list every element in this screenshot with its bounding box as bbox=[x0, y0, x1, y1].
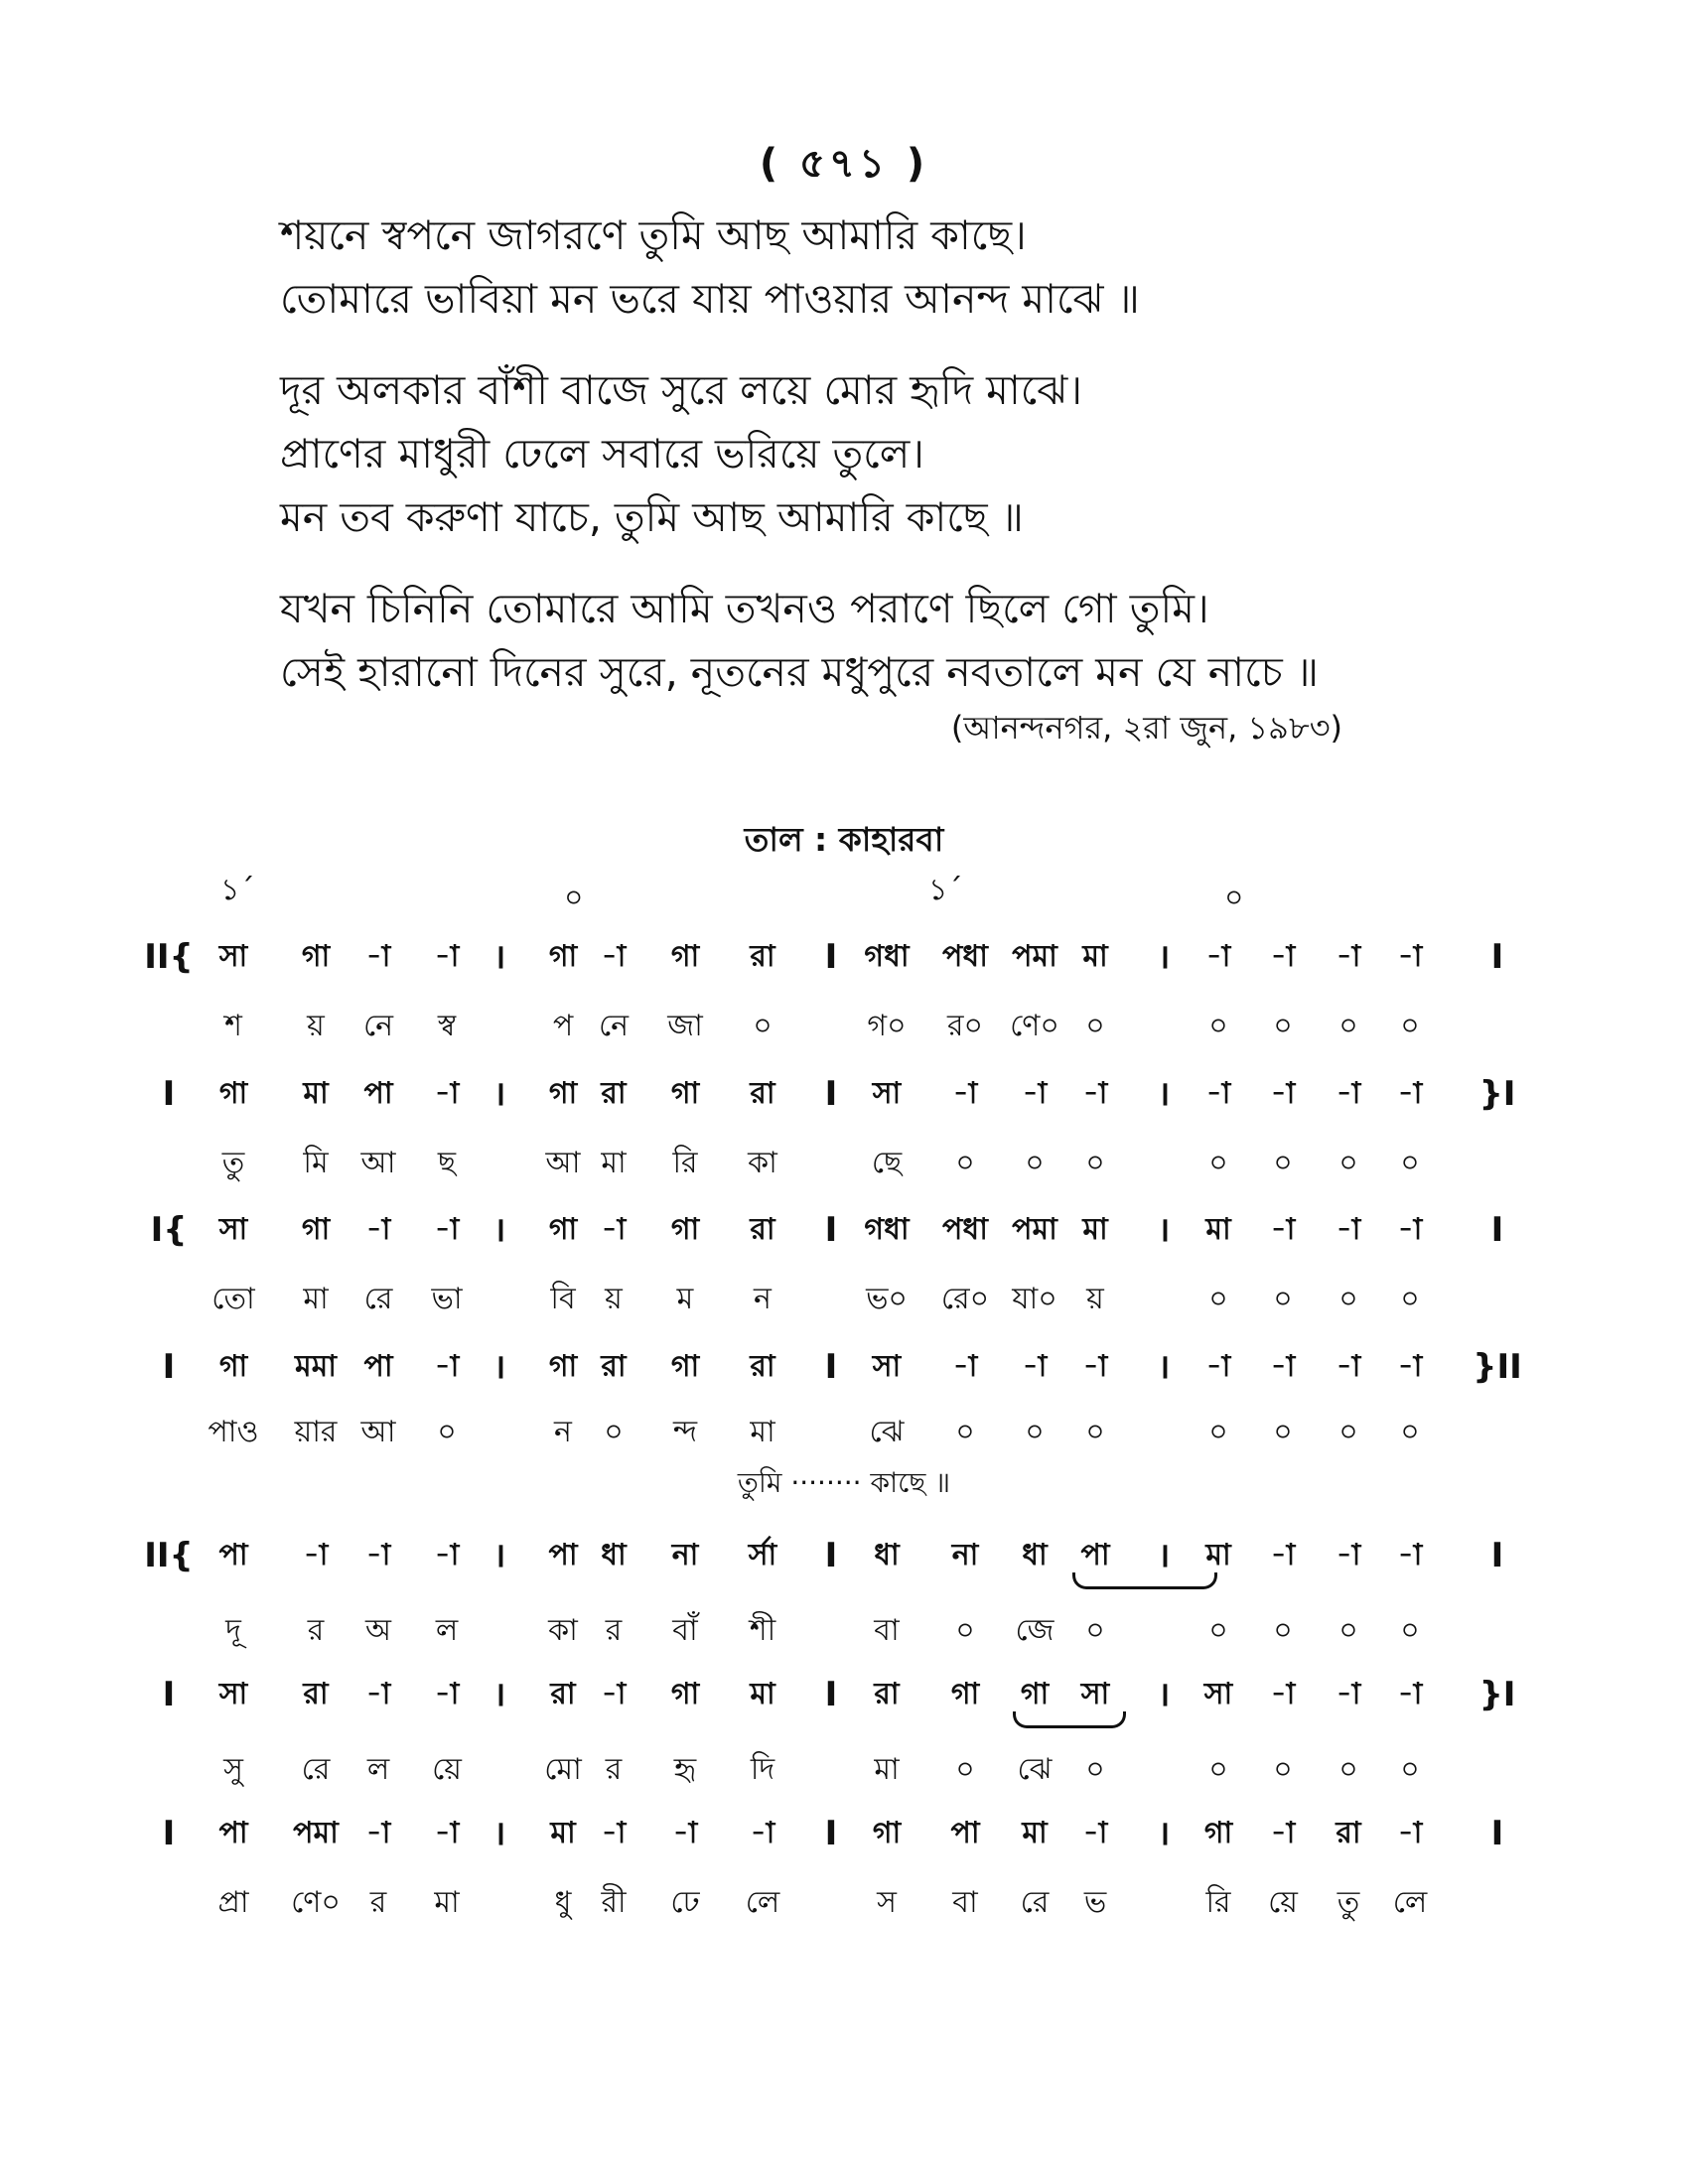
bol-syllable: য় bbox=[307, 1009, 325, 1043]
swara-note: -া bbox=[434, 1677, 460, 1711]
bol-syllable: ম bbox=[676, 1282, 694, 1316]
swara-note: -া bbox=[1270, 1212, 1296, 1247]
swara-note: -া bbox=[601, 1212, 627, 1247]
swara-note: রা bbox=[1336, 1816, 1361, 1850]
swara-note: না bbox=[671, 1538, 699, 1572]
swara-note: সা bbox=[218, 1212, 248, 1247]
bol-syllable: ০ bbox=[955, 1415, 975, 1449]
swara-note: পমা bbox=[1012, 939, 1057, 974]
bar-line: । bbox=[1157, 1536, 1171, 1575]
bol-syllable: ০ bbox=[1208, 1613, 1228, 1648]
bol-syllable: ০ bbox=[1400, 1613, 1420, 1648]
swara-note: -া bbox=[1270, 1538, 1296, 1572]
swara-note: রা bbox=[601, 1349, 627, 1384]
swara-note: -া bbox=[750, 1816, 775, 1850]
bar-line: I bbox=[824, 1814, 838, 1853]
slur-mark bbox=[1072, 1572, 1217, 1589]
swara-note: রা bbox=[750, 939, 775, 974]
swara-note: -া bbox=[1397, 1677, 1423, 1711]
bol-syllable: যা০ bbox=[1012, 1282, 1057, 1316]
swara-note: -া bbox=[434, 1349, 460, 1384]
bar-line: I bbox=[824, 1536, 838, 1575]
swara-note: -া bbox=[365, 1677, 391, 1711]
swara-note: -া bbox=[1270, 1816, 1296, 1850]
swara-note: -া bbox=[601, 939, 627, 974]
swara-note: গা bbox=[548, 1349, 578, 1384]
swara-note: -া bbox=[434, 1212, 460, 1247]
swara-note: পধা bbox=[942, 939, 988, 974]
bol-syllable: র bbox=[369, 1885, 387, 1920]
bol-syllable: র bbox=[605, 1752, 623, 1787]
bol-syllable: ০ bbox=[955, 1613, 975, 1648]
bol-syllable: ঢে bbox=[670, 1885, 700, 1920]
bol-syllable: ০ bbox=[604, 1415, 624, 1449]
bol-syllable: ছ bbox=[437, 1146, 457, 1180]
swara-note: গা bbox=[670, 1076, 700, 1111]
bol-syllable: ০ bbox=[1338, 1752, 1358, 1787]
swara-note: পা bbox=[363, 1076, 393, 1111]
bol-syllable: র bbox=[307, 1613, 325, 1648]
bol-syllable: ছে bbox=[871, 1146, 903, 1180]
swara-note: গা bbox=[218, 1349, 248, 1384]
bol-syllable: ০ bbox=[955, 1146, 975, 1180]
bol-syllable: ধু bbox=[554, 1885, 572, 1920]
bol-syllable: ণে০ bbox=[1010, 1009, 1059, 1043]
lyric-line: মন তব করুণা যাচে, তুমি আছ আমারি কাছে ॥ bbox=[280, 493, 1024, 541]
bar-line: I bbox=[162, 1074, 176, 1114]
bol-syllable: দূ bbox=[225, 1613, 241, 1648]
bar-line: I bbox=[1490, 937, 1504, 977]
swara-note: মা bbox=[1205, 1538, 1231, 1572]
swara-note: রা bbox=[750, 1076, 775, 1111]
bar-line: I bbox=[824, 1210, 838, 1250]
swara-note: -া bbox=[1270, 1349, 1296, 1384]
swara-note: -া bbox=[303, 1538, 329, 1572]
lyric-line: সেই হারানো দিনের সুরে, নূতনের মধুপুরে নবতালে মন যে নাচে ॥ bbox=[280, 648, 1319, 696]
bol-syllable: মা bbox=[303, 1282, 329, 1316]
bol-syllable: ০ bbox=[1208, 1752, 1228, 1787]
bol-syllable: ০ bbox=[1085, 1415, 1105, 1449]
swara-note: গা bbox=[548, 1212, 578, 1247]
swara-note: -া bbox=[1336, 1677, 1361, 1711]
swara-note: গা bbox=[1203, 1816, 1233, 1850]
bol-syllable: ০ bbox=[1338, 1282, 1358, 1316]
swara-note: সা bbox=[1080, 1677, 1110, 1711]
bol-syllable: ভ bbox=[1083, 1885, 1107, 1920]
swara-note: মা bbox=[1082, 939, 1108, 974]
bar-line: । bbox=[1157, 1074, 1171, 1114]
slur-mark bbox=[1013, 1711, 1126, 1728]
bar-line: । bbox=[1157, 1210, 1171, 1250]
swara-note: পা bbox=[548, 1538, 578, 1572]
swara-note: -া bbox=[1336, 1076, 1361, 1111]
bol-syllable: তু bbox=[1336, 1885, 1360, 1920]
bol-syllable: স bbox=[877, 1885, 897, 1920]
swara-note: -া bbox=[1336, 1349, 1361, 1384]
swara-note: মা bbox=[550, 1816, 576, 1850]
swara-note: পা bbox=[363, 1349, 393, 1384]
swara-note: না bbox=[951, 1538, 979, 1572]
swara-note: -া bbox=[1397, 939, 1423, 974]
swara-note: রা bbox=[601, 1076, 627, 1111]
swara-note: রা bbox=[750, 1349, 775, 1384]
bol-syllable: তো bbox=[211, 1282, 255, 1316]
bol-syllable: ০ bbox=[1400, 1282, 1420, 1316]
beat-mark: ০ bbox=[1224, 881, 1244, 915]
bol-syllable: য়ে bbox=[1268, 1885, 1298, 1920]
swara-note: গা bbox=[670, 1212, 700, 1247]
bol-syllable: শ bbox=[224, 1009, 242, 1043]
stanza bbox=[280, 358, 1432, 549]
bar-line: I bbox=[162, 1675, 176, 1714]
swara-note: -া bbox=[1022, 1076, 1048, 1111]
swara-note: -া bbox=[1336, 1212, 1361, 1247]
bol-syllable: ০ bbox=[1400, 1146, 1420, 1180]
swara-note: পমা bbox=[293, 1816, 339, 1850]
bar-line: । bbox=[492, 1074, 506, 1114]
bol-syllable: বা bbox=[874, 1613, 900, 1648]
swara-note: পা bbox=[218, 1816, 248, 1850]
swara-note: রা bbox=[303, 1677, 329, 1711]
bol-syllable: র০ bbox=[946, 1009, 984, 1043]
bol-syllable: ০ bbox=[1085, 1146, 1105, 1180]
bol-syllable: ন bbox=[554, 1415, 572, 1449]
swara-note: ধা bbox=[1022, 1538, 1048, 1572]
bol-syllable: ০ bbox=[1273, 1146, 1293, 1180]
bol-syllable: পাও bbox=[208, 1415, 259, 1449]
bol-syllable: ঝে bbox=[869, 1415, 905, 1449]
bol-syllable: লে bbox=[1392, 1885, 1428, 1920]
bar-line: }II bbox=[1473, 1347, 1522, 1387]
bol-syllable: রে০ bbox=[940, 1282, 990, 1316]
swara-note: -া bbox=[601, 1816, 627, 1850]
swara-note: গা bbox=[218, 1076, 248, 1111]
bol-syllable: আ bbox=[545, 1146, 581, 1180]
swara-note: রা bbox=[750, 1212, 775, 1247]
bol-syllable: গ০ bbox=[867, 1009, 907, 1043]
swara-note: গা bbox=[872, 1816, 902, 1850]
lyrics-block bbox=[280, 204, 1432, 732]
bar-line: । bbox=[492, 1347, 506, 1387]
swara-note: মা bbox=[1082, 1212, 1108, 1247]
bol-syllable: ভ০ bbox=[866, 1282, 908, 1316]
stanza bbox=[280, 204, 1432, 331]
bar-line: । bbox=[1157, 1347, 1171, 1387]
bol-syllable: লে bbox=[745, 1885, 780, 1920]
bol-syllable: শী bbox=[749, 1613, 776, 1648]
swara-note: -া bbox=[1082, 1816, 1108, 1850]
bol-syllable: হৃ bbox=[673, 1752, 697, 1787]
bol-syllable: ০ bbox=[1273, 1613, 1293, 1648]
bol-syllable: রে bbox=[301, 1752, 331, 1787]
bol-syllable: ০ bbox=[1208, 1146, 1228, 1180]
swara-note: -া bbox=[1205, 1349, 1231, 1384]
bol-syllable: ০ bbox=[1400, 1752, 1420, 1787]
swara-note: -া bbox=[1082, 1349, 1108, 1384]
bol-syllable: মো bbox=[544, 1752, 582, 1787]
bol-syllable: য়ে bbox=[432, 1752, 462, 1787]
bol-syllable: ০ bbox=[1338, 1613, 1358, 1648]
swara-note: সা bbox=[218, 939, 248, 974]
swara-note: গা bbox=[670, 1349, 700, 1384]
bol-syllable: রী bbox=[601, 1885, 627, 1920]
swara-note: -া bbox=[1397, 1076, 1423, 1111]
bol-syllable: নে bbox=[362, 1009, 394, 1043]
swara-note: -া bbox=[952, 1076, 978, 1111]
swara-note: -া bbox=[434, 1538, 460, 1572]
bar-line: II{ bbox=[144, 937, 194, 977]
swara-note: গা bbox=[301, 1212, 331, 1247]
swara-note: -া bbox=[1205, 1076, 1231, 1111]
swara-note: -া bbox=[1022, 1349, 1048, 1384]
swara-note: -া bbox=[1270, 1677, 1296, 1711]
bar-line: }I bbox=[1478, 1074, 1516, 1114]
swara-note: গধা bbox=[864, 939, 910, 974]
swara-note: সা bbox=[872, 1349, 902, 1384]
swara-note: -া bbox=[434, 939, 460, 974]
swara-note: -া bbox=[434, 1076, 460, 1111]
lyric-line: প্রাণের মাধুরী ঢেলে সবারে ভরিয়ে তুলে। bbox=[280, 430, 924, 478]
bar-line: । bbox=[492, 1675, 506, 1714]
page-number: ( ৫৭১ ) bbox=[759, 141, 929, 187]
bar-line: । bbox=[1157, 937, 1171, 977]
swara-note: মা bbox=[750, 1677, 775, 1711]
bol-syllable: বি bbox=[550, 1282, 576, 1316]
bol-syllable: রে bbox=[1020, 1885, 1050, 1920]
bol-syllable: ল bbox=[366, 1752, 390, 1787]
bol-syllable: দি bbox=[750, 1752, 775, 1787]
swara-note: মা bbox=[1205, 1212, 1231, 1247]
lyric-line: দূর অলকার বাঁশী বাজে সুরে লয়ে মোর হৃদি মাঝে। bbox=[280, 366, 1082, 414]
swara-note: রা bbox=[550, 1677, 576, 1711]
bol-syllable: ০ bbox=[1085, 1009, 1105, 1043]
swara-note: -া bbox=[601, 1677, 627, 1711]
bar-line: I bbox=[824, 1347, 838, 1387]
beat-mark: ০ bbox=[564, 881, 584, 915]
lyric-line: যখন চিনিনি তোমারে আমি তখনও পরাণে ছিলে গো তুমি। bbox=[280, 585, 1209, 632]
swara-note: মা bbox=[303, 1076, 329, 1111]
bol-syllable: র bbox=[605, 1613, 623, 1648]
swara-note: -া bbox=[1397, 1538, 1423, 1572]
swara-note: -া bbox=[365, 1212, 391, 1247]
bar-line: }I bbox=[1478, 1675, 1516, 1714]
bar-line: । bbox=[492, 1814, 506, 1853]
bol-syllable: ০ bbox=[1273, 1009, 1293, 1043]
bol-syllable: অ bbox=[365, 1613, 391, 1648]
bar-line: । bbox=[492, 1210, 506, 1250]
bol-syllable: ০ bbox=[1085, 1613, 1105, 1648]
bol-syllable: ০ bbox=[1273, 1282, 1293, 1316]
swara-note: পধা bbox=[942, 1212, 988, 1247]
bol-syllable: ০ bbox=[1400, 1415, 1420, 1449]
bol-syllable: য় bbox=[605, 1282, 623, 1316]
bar-line: I bbox=[1490, 1814, 1504, 1853]
bol-syllable: ০ bbox=[1025, 1415, 1045, 1449]
swara-note: গা bbox=[301, 939, 331, 974]
bol-syllable: বাঁ bbox=[672, 1613, 698, 1648]
swara-note: -া bbox=[365, 1816, 391, 1850]
bol-syllable: ন bbox=[754, 1282, 772, 1316]
swara-note: -া bbox=[1397, 1212, 1423, 1247]
bol-syllable: ০ bbox=[1338, 1415, 1358, 1449]
bar-line: I bbox=[824, 937, 838, 977]
swara-note: গা bbox=[670, 1677, 700, 1711]
bar-line: । bbox=[492, 937, 506, 977]
swara-note: পা bbox=[218, 1538, 248, 1572]
bol-syllable: ল bbox=[435, 1613, 459, 1648]
swara-note: ধা bbox=[874, 1538, 900, 1572]
bol-syllable: ০ bbox=[1338, 1009, 1358, 1043]
bol-syllable: কা bbox=[748, 1146, 777, 1180]
bol-syllable: ০ bbox=[1273, 1752, 1293, 1787]
bol-syllable: য়ার bbox=[294, 1415, 338, 1449]
swara-note: -া bbox=[672, 1816, 698, 1850]
swara-note: গা bbox=[548, 939, 578, 974]
swara-note: সা bbox=[218, 1677, 248, 1711]
bol-syllable: মা bbox=[434, 1885, 460, 1920]
bol-syllable: ০ bbox=[1400, 1009, 1420, 1043]
swara-note: গা bbox=[670, 939, 700, 974]
bar-line: । bbox=[1157, 1675, 1171, 1714]
swara-note: -া bbox=[1270, 1076, 1296, 1111]
bol-syllable: মা bbox=[874, 1752, 900, 1787]
bol-syllable: ০ bbox=[753, 1009, 773, 1043]
swara-note: -া bbox=[1082, 1076, 1108, 1111]
swara-note: সা bbox=[1203, 1677, 1233, 1711]
lyric-line: শয়নে স্বপনে জাগরণে তুমি আছ আমারি কাছে। bbox=[280, 211, 1027, 259]
bol-syllable: আ bbox=[360, 1415, 396, 1449]
bol-syllable: রে bbox=[363, 1282, 393, 1316]
swara-note: মমা bbox=[294, 1349, 338, 1384]
swara-note: গধা bbox=[864, 1212, 910, 1247]
date-place-note: (আনন্দনগর, ২রা জুন, ১৯৮৩) bbox=[950, 709, 1342, 747]
bol-syllable: সু bbox=[223, 1752, 243, 1787]
swara-note: -া bbox=[1397, 1349, 1423, 1384]
bol-syllable: আ bbox=[360, 1146, 396, 1180]
bol-syllable: ভা bbox=[431, 1282, 463, 1316]
bol-syllable: নে bbox=[598, 1009, 630, 1043]
bol-syllable: ০ bbox=[437, 1415, 457, 1449]
swara-note: -া bbox=[952, 1349, 978, 1384]
bol-syllable: ০ bbox=[1208, 1282, 1228, 1316]
bol-syllable: ণে০ bbox=[291, 1885, 341, 1920]
bar-line: । bbox=[492, 1536, 506, 1575]
bol-syllable: মি bbox=[303, 1146, 329, 1180]
bol-syllable: জা bbox=[667, 1009, 703, 1043]
bol-syllable: ০ bbox=[1273, 1415, 1293, 1449]
swara-note: -া bbox=[1270, 939, 1296, 974]
swara-note: -া bbox=[1336, 939, 1361, 974]
bol-syllable: জে bbox=[1015, 1613, 1055, 1648]
bol-syllable: মা bbox=[750, 1415, 775, 1449]
bol-syllable: ০ bbox=[1338, 1146, 1358, 1180]
swara-note: ধা bbox=[601, 1538, 627, 1572]
beat-mark: ১´ bbox=[928, 873, 963, 907]
bar-line: I{ bbox=[150, 1210, 188, 1250]
tala-heading: তাল : কাহারবা bbox=[744, 820, 944, 859]
beat-mark: ১´ bbox=[220, 873, 255, 907]
swara-note: -া bbox=[1205, 939, 1231, 974]
bar-line: I bbox=[824, 1675, 838, 1714]
bol-syllable: মা bbox=[601, 1146, 627, 1180]
bar-line: I bbox=[162, 1814, 176, 1853]
swara-note: র্সা bbox=[748, 1538, 777, 1572]
swara-note: পা bbox=[950, 1816, 980, 1850]
bar-line: II{ bbox=[144, 1536, 194, 1575]
bol-syllable: ০ bbox=[1208, 1009, 1228, 1043]
bar-line: I bbox=[162, 1347, 176, 1387]
bol-syllable: বা bbox=[952, 1885, 978, 1920]
bol-syllable: ০ bbox=[1085, 1752, 1105, 1787]
bol-syllable: ঝে bbox=[1017, 1752, 1053, 1787]
swara-note: রা bbox=[874, 1677, 900, 1711]
bol-syllable: রি bbox=[672, 1146, 698, 1180]
bar-line: । bbox=[1157, 1814, 1171, 1853]
stanza bbox=[280, 577, 1432, 704]
swara-note: গা bbox=[950, 1677, 980, 1711]
swara-note: -া bbox=[434, 1816, 460, 1850]
bol-syllable: তু bbox=[221, 1146, 245, 1180]
bol-syllable: ০ bbox=[955, 1752, 975, 1787]
bol-syllable: ন্দ bbox=[672, 1415, 698, 1449]
bol-syllable: প্রা bbox=[217, 1885, 249, 1920]
swara-note: গা bbox=[1020, 1677, 1050, 1711]
swara-note: গা bbox=[548, 1076, 578, 1111]
swara-note: -া bbox=[1397, 1816, 1423, 1850]
swara-note: -া bbox=[365, 1538, 391, 1572]
bar-line: I bbox=[1490, 1210, 1504, 1250]
bol-syllable: স্ব bbox=[437, 1009, 457, 1043]
bol-syllable: প bbox=[552, 1009, 574, 1043]
refrain-note: তুমি ········ কাছে ॥ bbox=[737, 1466, 951, 1499]
bol-syllable: ০ bbox=[1208, 1415, 1228, 1449]
bol-syllable: য় bbox=[1086, 1282, 1104, 1316]
bol-syllable: ০ bbox=[1025, 1146, 1045, 1180]
bol-syllable: রি bbox=[1205, 1885, 1231, 1920]
swara-note: সা bbox=[872, 1076, 902, 1111]
bar-line: I bbox=[1490, 1536, 1504, 1575]
bol-syllable: কা bbox=[548, 1613, 578, 1648]
swara-note: পা bbox=[1080, 1538, 1110, 1572]
lyric-line: তোমারে ভাবিয়া মন ভরে যায় পাওয়ার আনন্দ মাঝে ॥ bbox=[280, 275, 1140, 323]
swara-note: পমা bbox=[1012, 1212, 1057, 1247]
bar-line: I bbox=[824, 1074, 838, 1114]
swara-note: -া bbox=[365, 939, 391, 974]
swara-note: মা bbox=[1022, 1816, 1048, 1850]
swara-note: -া bbox=[1336, 1538, 1361, 1572]
